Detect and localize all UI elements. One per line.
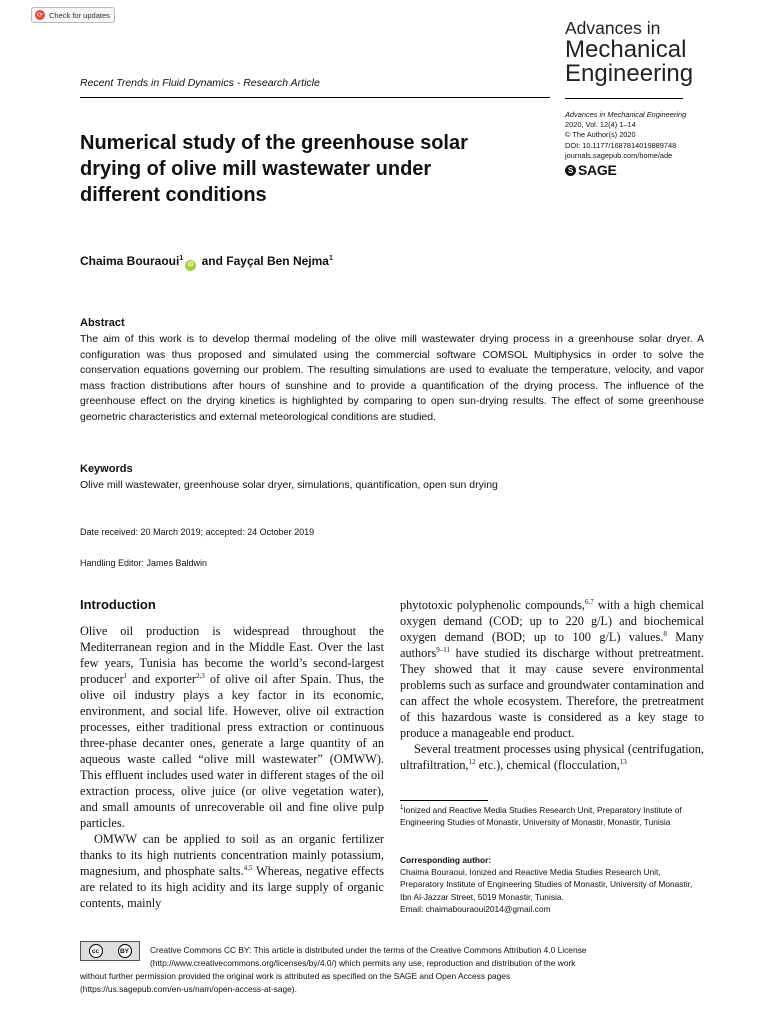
header-rule: [80, 97, 550, 98]
attribution-icon: BY: [118, 944, 132, 958]
citation[interactable]: 6,7: [584, 597, 594, 606]
paragraph: phytotoxic polyphenolic compounds,$^{6,7}$ with a high chemical oxygen demand (COD; up to 220 g/L) and biochemical oxygen demand (BOD; up to 100 g/L) values.$^8$ Many authors$^{9-11}$ have studied its discharge without pretreatment. They showed that it may cause severe environmental problems such as surface and groundwater contamination and can affect the whole ecosystem. Therefore, the pretreatment of this hazardous waste is considered as a key stage to produce a manageable end product.: [400, 597, 704, 740]
citation[interactable]: 4,5: [243, 863, 253, 872]
meta-journal-url[interactable]: journals.sagepub.com/home/ade: [565, 150, 673, 160]
license-text: Creative Commons CC BY: This article is distributed under the terms of the Creative Commons Attribution 4.0 License (http://www.creativecommons.org/licenses/by/4.0/) which permits any use, reproduction and distribution of the work without further permission provided the original work is attributed as specified on the SAGE and Open Access pages (https://us.sagepub.com/en-us/nam/open-access-at-sage).: [80, 945, 587, 994]
author-affiliation-sup: 1: [328, 255, 333, 262]
paragraph: Olive oil production is widespread throughout the Mediterranean region and in the Middle East. Over the last few years, Tunisia has become the world’s second-largest producer$^1$ and exporter$^{2,3}$ of olive oil after Spain. Thus, the olive oil industry plays a key factor in its economic, environment, and social life. However, olive oil extraction processes, either traditional press extraction or continuous three-phase decanter ones, generate a large quantity of an aqueous waste called “olive mill wastewater” (OMWW). This effluent includes used water in different stages of the oil extraction process, olive juice (or olive vegetation water), and small amounts of unrecoverable oil and fine olive pulp particles.: [80, 624, 384, 830]
author-email[interactable]: Email: chaimabouraoui2014@gmail.com: [400, 904, 551, 915]
check-for-updates-button[interactable]: [31, 7, 115, 23]
corresponding-author-heading: Corresponding author:: [400, 855, 492, 865]
body-column-right: [400, 597, 704, 773]
citation[interactable]: 2,3: [196, 671, 205, 680]
dates-text: Date received: 20 March 2019; accepted: 24 October 2019: [80, 527, 315, 537]
author-list: [80, 254, 333, 271]
keywords-heading: Keywords: [80, 463, 133, 475]
keywords-text: Olive mill wastewater, greenhouse solar dryer, simulations, quantification, open sun drying: [80, 479, 498, 491]
affiliation-footnote: $^1$Ionized and Reactive Media Studies Research Unit, Preparatory Institute of Engineering Studies of Monastir, University of Monastir, Monastir, Tunisia: [400, 804, 682, 828]
citation[interactable]: 12: [468, 757, 476, 766]
body-column-left: [80, 623, 384, 911]
footnote-rule: [400, 800, 488, 801]
author-name[interactable]: Chaima Bouraoui: [80, 254, 180, 268]
meta-journal: Advances in Mechanical Engineering: [565, 110, 687, 119]
citation[interactable]: 8: [663, 629, 667, 638]
refresh-icon: ⟳: [35, 10, 45, 20]
introduction-heading: Introduction: [80, 597, 156, 612]
paragraph: OMWW can be applied to soil as an organic fertilizer thanks to its high nutrients concentration mainly potassium, magnesium, and phosphate salts.$^{4,5}$ Whereas, negative effects are related to its high acidity and its large supply of organic contents, mainly: [80, 832, 385, 910]
orcid-icon[interactable]: iD: [185, 260, 196, 271]
abstract-heading: Abstract: [80, 317, 125, 329]
section-label: Recent Trends in Fluid Dynamics - Research Article: [80, 77, 320, 89]
publisher-logo: [565, 162, 616, 178]
article-title: Numerical study of the greenhouse solar drying of olive mill wastewater under different conditions: [80, 132, 468, 206]
citation[interactable]: 9–11: [436, 645, 450, 654]
citation[interactable]: 13: [619, 757, 627, 766]
corresponding-author-text: Chaima Bouraoui, Ionized and Reactive Media Studies Research Unit, Preparatory Institute of Engineering Studies of Monastir, University of Monastir, Ibn Al-Jazzar Street, 5019 Monastir, Tunisia. Email: chaimabouraoui2014@gmail.com: [400, 866, 704, 916]
author-affiliation-sup: 1: [179, 255, 184, 262]
meta-doi[interactable]: DOI: 10.1177/1687814019889748: [565, 140, 677, 150]
creative-commons-icon: cc: [89, 944, 103, 958]
journal-title: Advances in Mechanical Engineering: [565, 18, 694, 88]
meta-copyright: © The Author(s) 2020: [565, 130, 636, 140]
abstract-text: The aim of this work is to develop thermal modeling of the olive mill wastewater drying process in a greenhouse solar dryer. A configuration was thus proposed and simulated using the commercial software COMSOL Multiphysics in order to solve the conservation equations governing our problem. The resulting simulations are used to evaluate the temperature, velocity, and vapor mass fraction distributions after hours of sunshine and to provide a quantification of the drying process. The influence of the greenhouse effect on the drying kinetics is highlighted by comparing to open sun-drying results. The effect of some greenhouse geometric characteristics and external meteorological conditions are studied.: [80, 333, 704, 423]
sage-logo-icon: S: [565, 165, 576, 176]
citation[interactable]: 1: [123, 671, 128, 680]
handling-editor: Handling Editor: James Baldwin: [80, 558, 208, 568]
author-name: and Fayçal Ben Nejma: [198, 254, 329, 268]
paragraph: Several treatment processes using physical (centrifugation, ultrafiltration,$^{12}$ etc.), chemical (flocculation,$^{13}$: [400, 742, 704, 772]
check-for-updates-label: Check for updates: [49, 10, 110, 20]
publisher-name: SAGE: [578, 162, 617, 178]
article-meta: [565, 110, 686, 161]
meta-volume: 2020, Vol. 12(4) 1–14: [565, 120, 636, 130]
meta-rule: [565, 98, 683, 99]
